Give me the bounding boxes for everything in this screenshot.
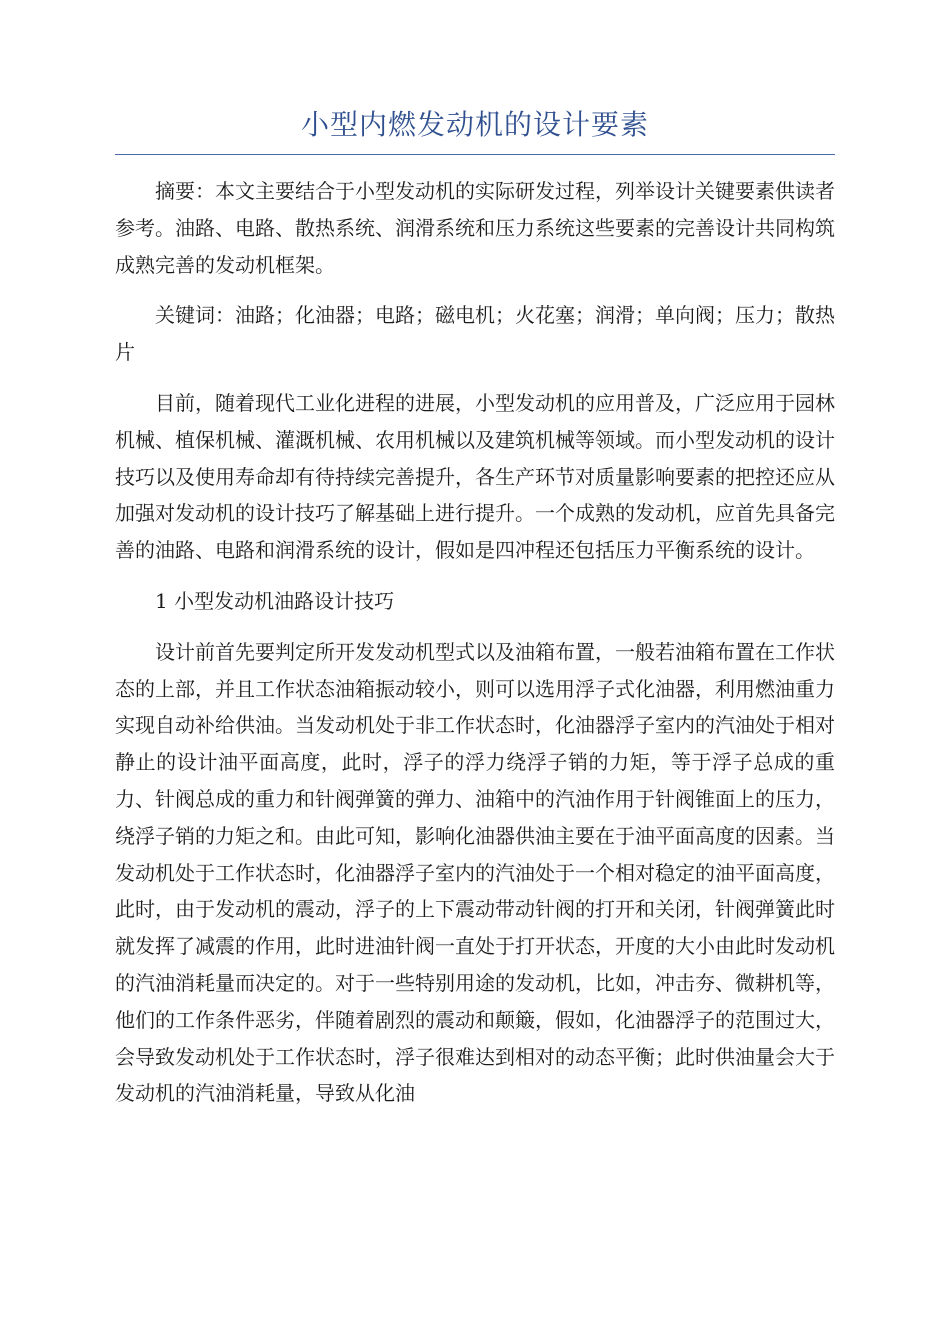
keywords-paragraph: 关键词：油路；化油器；电路；磁电机；火花塞；润滑；单向阀；压力；散热片 [115,303,835,365]
section-body-paragraph: 设计前首先要判定所开发发动机型式以及油箱布置，一般若油箱布置在工作状态的上部，并且工作状态油箱振动较小，则可以选用浮子式化油器，利用燃油重力实现自动补给供油。当发动机处于非工作状态时，化油器浮子室内的汽油处于相对静止的设计油平面高度，此时，浮子的浮力绕浮子销的力矩，等于浮子总成的重力、针阀总成的重力和针阀弹簧的弹力、油箱中的汽油作用于针阀锥面上的压力，绕浮子销的力矩之和。由此可知，影响化油器供油主要在于油平面高度的因素。当发动机处于工作状态时，化油器浮子室内的汽油处于一个相对稳定的油平面高度，此时，由于发动机的震动，浮子的上下震动带动针阀的打开和关闭，针阀弹簧此时就发挥了减震的作用，此时进油针阀一直处于打开状态，开度的大小由此时发动机的汽油消耗量而决定的。对于一些特别用途的发动机，比如，冲击夯、微耕机等，他们的工作条件恶劣，伴随着剧烈的震动和颠簸，假如，化油器浮子的范围过大，会导致发动机处于工作状态时，浮子很难达到相对的动态平衡；此时供油量会大于发动机的汽油消耗量，导致从化油 [115,639,835,1106]
abstract-paragraph: 摘要：本文主要结合于小型发动机的实际研发过程，列举设计关键要素供读者参考。油路、电路、散热系统、润滑系统和压力系统这些要素的完善设计共同构筑成熟完善的发动机框架。 [115,179,835,277]
document-title: 小型内燃发动机的设计要素 [300,108,649,141]
intro-paragraph: 目前，随着现代工业化进程的进展，小型发动机的应用普及，广泛应用于园林机械、植保机械、灌溉机械、农用机械以及建筑机械等领域。而小型发动机的设计技巧以及使用寿命却有待持续完善提升，各生产环节对质量影响要素的把控还应从加强对发动机的设计技巧了解基础上进行提升。一个成熟的发动机，应首先具备完善的油路、电路和润滑系统的设计，假如是四冲程还包括压力平衡系统的设计。 [115,390,835,563]
document-page [115,100,835,1112]
section-heading: 1 小型发动机油路设计技巧 [155,588,395,613]
title-underline [115,154,835,155]
